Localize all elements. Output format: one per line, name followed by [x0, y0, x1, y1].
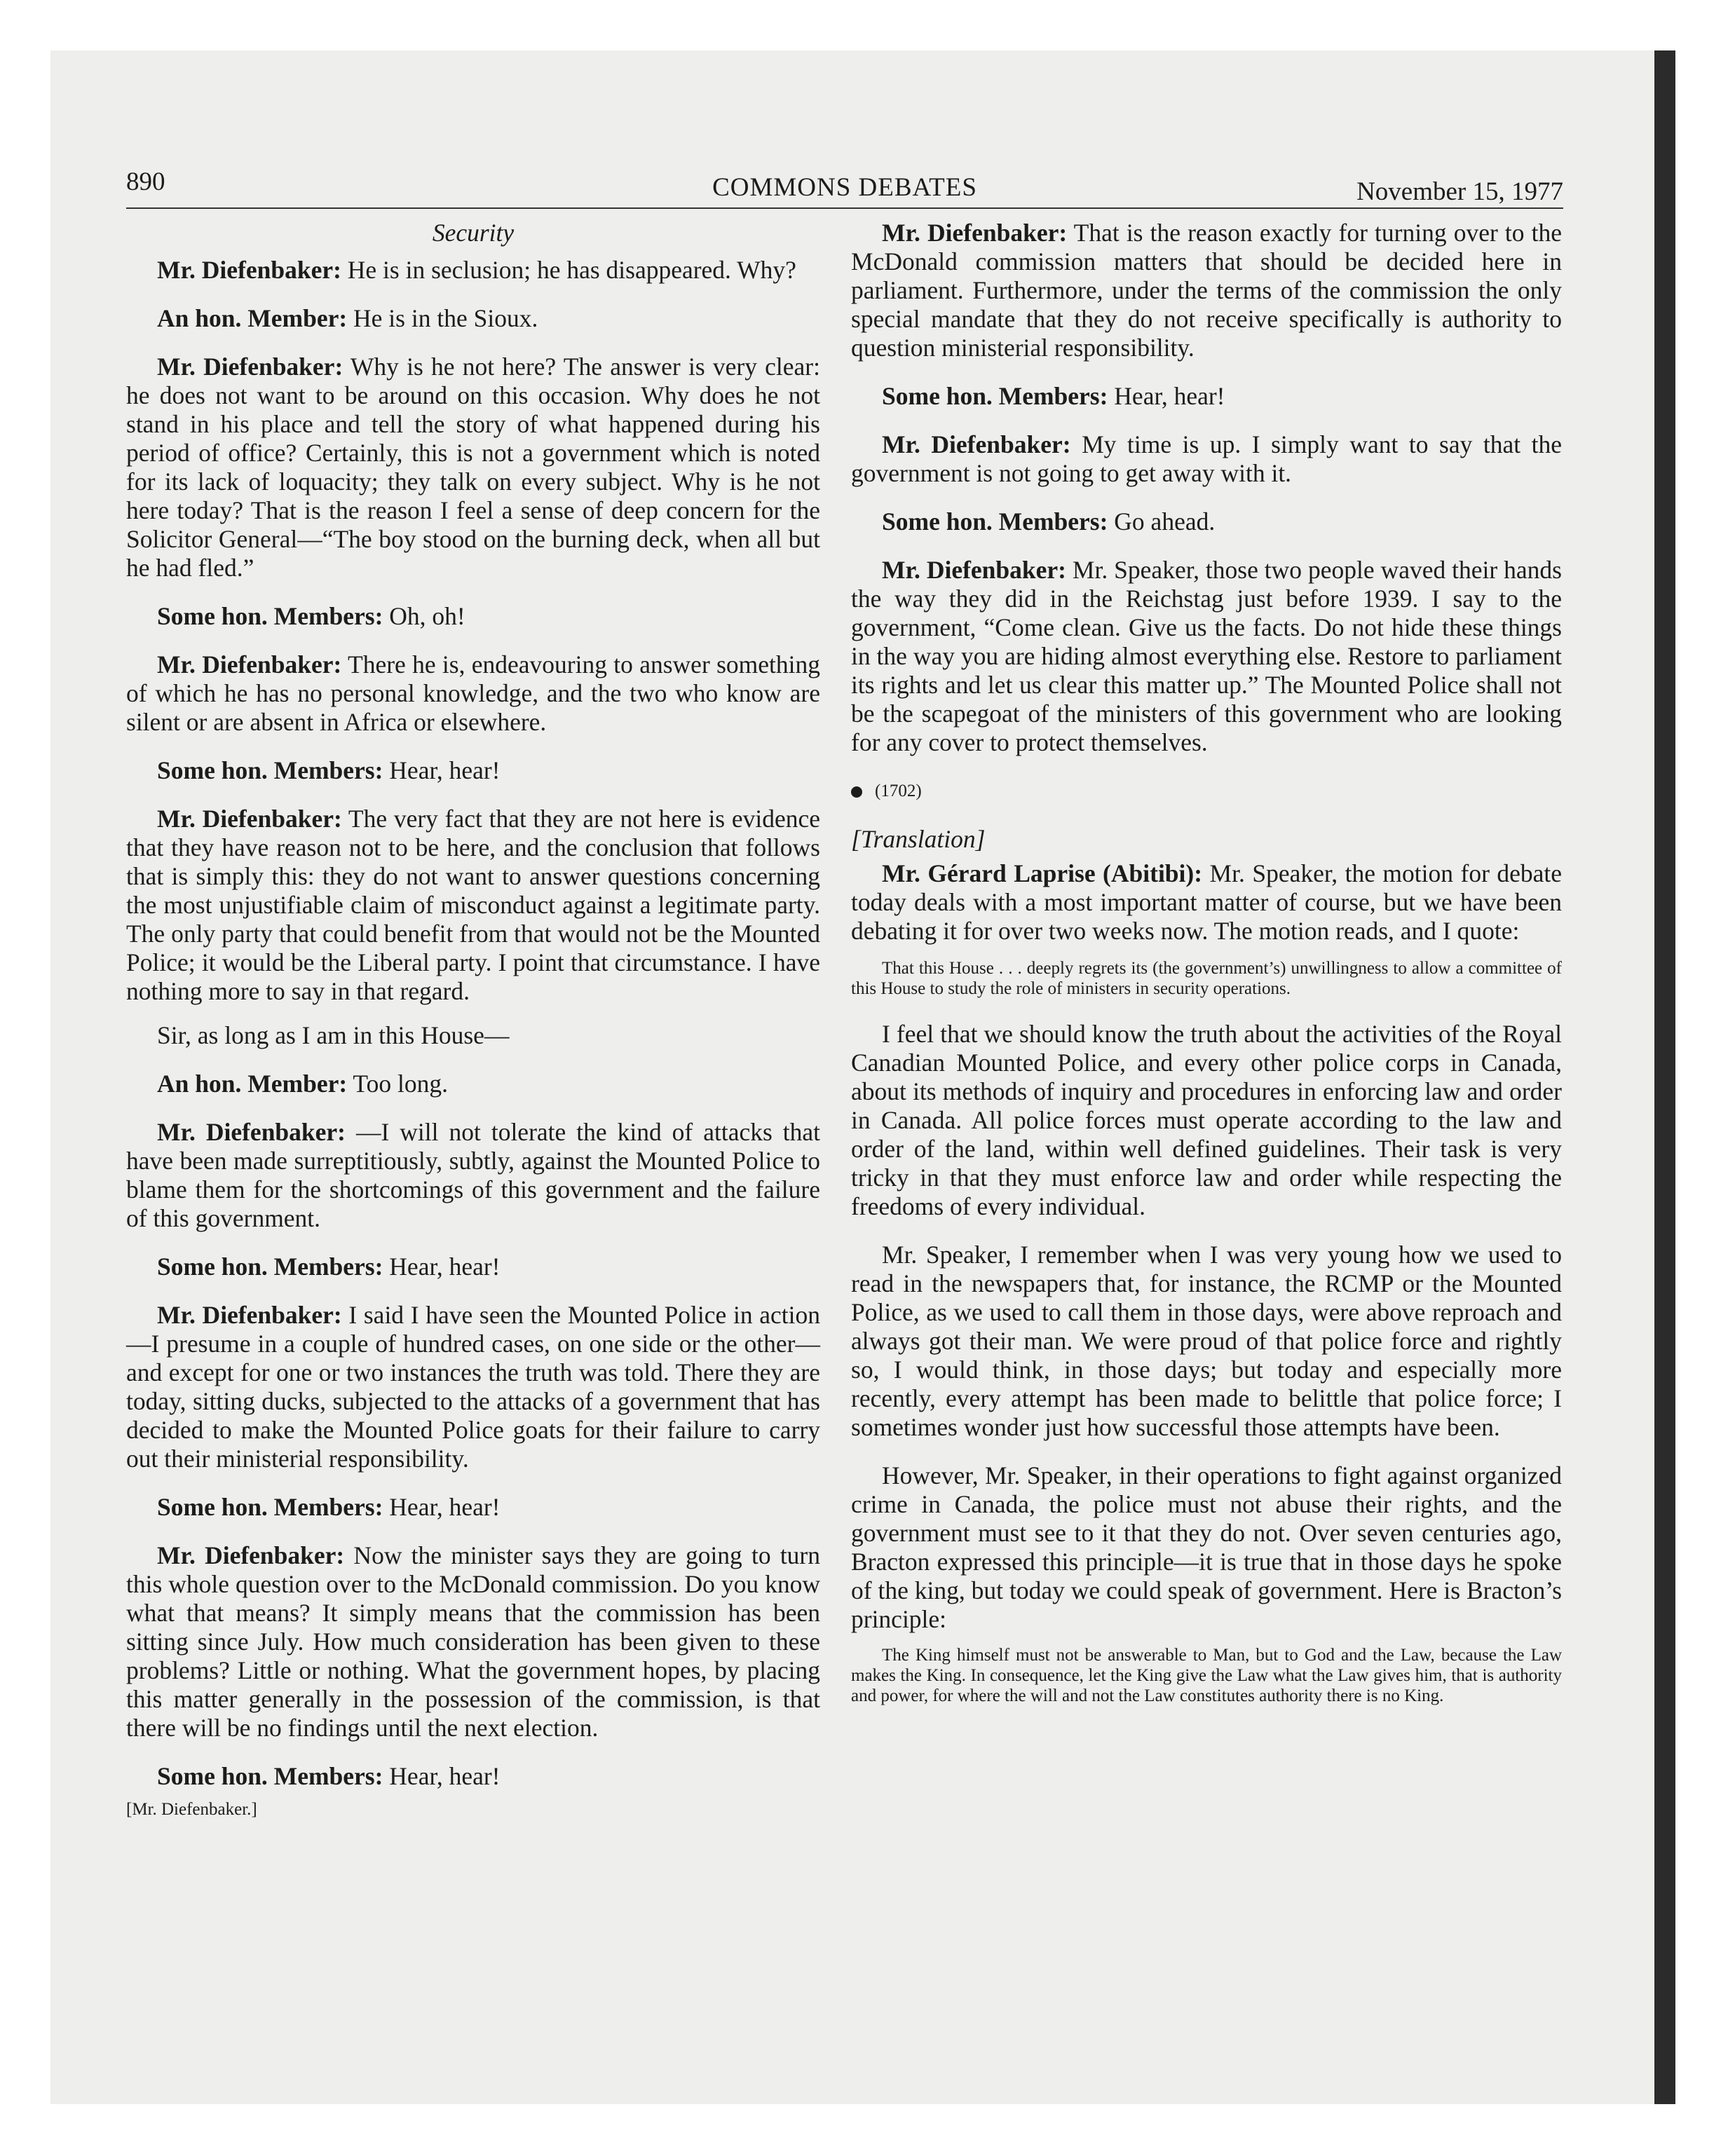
paragraph — [126, 650, 820, 737]
quoted-motion: That this House . . . deeply regrets its (the government’s) unwillingness to allow a committee of this House to study the role of ministers in security operations. — [851, 959, 1562, 998]
paragraph — [851, 556, 1562, 757]
speaker-name: Some hon. Members: — [157, 1762, 383, 1790]
speech-text: My time is up. I simply want to say that the government is not going to get away with it. — [851, 430, 1563, 487]
paragraph — [851, 382, 1562, 411]
paragraph — [126, 602, 820, 631]
speech-text: I said I have seen the Mounted Police in action—I presume in a couple of hundred cases, on one side or the other—and except for one or two instances the truth was told. There they are today, sitting ducks, subjected to the attacks of a government that has decided to make the Mounted Police goats for their failure to carry out their ministerial responsibility. — [126, 1301, 820, 1473]
speech-text: That is the reason exactly for turning over to the McDonald commission matters that should be decided here in parliament. Furthermore, under the terms of the commission the only special mandate that they do not receive specifically is authority to question ministerial responsibility. — [851, 219, 1563, 362]
publication-title: COMMONS DEBATES — [712, 173, 977, 202]
speech-text: The very fact that they are not here is evidence that they have reason not to be here, and the conclusion that follows that is simply this: they do not want to answer questions concerning the most unjustifiable claim of misconduct against a legitimate party. The only party that could benefit from that would not be the Mounted Police; it would be the Liberal party. I point that circumstance. I have nothing more to say in that regard. — [126, 805, 821, 1005]
paragraph — [851, 430, 1562, 488]
paragraph — [126, 304, 820, 333]
speech-text: —I will not tolerate the kind of attacks that have been made surreptitiously, subtly, against the Mounted Police to blame them for the shortcomings of this government and the failure of this government. — [126, 1118, 820, 1232]
bullet-icon — [851, 786, 862, 798]
right-column — [851, 219, 1562, 1727]
paragraph: However, Mr. Speaker, in their operations to fight against organized crime in Canada, the police must not abuse their rights, and the government must see to it that they do not. Over seven centuries ago, Bracton expressed this principle—it is true that in those days he spoke of the king, but today we could speak of government. Here is Bracton’s principle: — [851, 1461, 1562, 1633]
speech-text: He is in the Sioux. — [347, 304, 538, 332]
speaker-name: Mr. Diefenbaker: — [882, 556, 1066, 584]
speech-text: Oh, oh! — [383, 602, 465, 630]
scan-edge — [1654, 50, 1675, 2104]
speaker-name: Some hon. Members: — [157, 756, 383, 784]
speaker-name: Mr. Diefenbaker: — [157, 256, 341, 284]
paragraph — [851, 507, 1562, 536]
time-marker — [851, 777, 1562, 805]
speaker-name: Mr. Diefenbaker: — [157, 353, 343, 381]
speaker-name: Mr. Diefenbaker: — [157, 650, 342, 678]
speech-text: Hear, hear! — [383, 1493, 501, 1521]
quoted-principle: The King himself must not be answerable to Man, but to God and the Law, because the Law makes the King. In consequence, let the King give the Law what the Law gives him, that is authority and power, for where the will and not the Law constitutes authority there is no King. — [851, 1646, 1562, 1705]
speech-text: Mr. Speaker, those two people waved their hands the way they did in the Reichstag just before 1939. I say to the government, “Come clean. Give us the facts. Do not hide these things in the way you are hiding almost everything else. Restore to parliament its rights and let us clear this matter up.” The Mounted Police shall not be the scapegoat of the ministers of this government who are looking for any cover to protect themselves. — [851, 556, 1562, 756]
speech-text: Why is he not here? The answer is very clear: he does not want to be around on this occasion. Why does he not stand in his place and tell the story of what happened during his period of office? Certainly, this is not a government which is noted for its lack of loquacity; they talk on every subject. Why is he not here today? That is the reason I feel a sense of deep concern for the Solicitor General—“The boy stood on the burning deck, when all but he had fled.” — [126, 353, 820, 582]
speaker-name: Mr. Gérard Laprise (Abitibi): — [882, 859, 1203, 887]
time-marker-text: (1702) — [875, 782, 922, 800]
speech-text: Mr. Speaker, the motion for debate today deals with a most important matter of course, but we have been debating it for over two weeks now. The motion reads, and I quote: — [851, 859, 1563, 945]
paragraph — [126, 1301, 820, 1473]
speaker-name: Some hon. Members: — [882, 382, 1108, 410]
speaker-name: Mr. Diefenbaker: — [882, 219, 1068, 247]
speech-text: Hear, hear! — [1108, 382, 1225, 410]
page-header — [126, 167, 1563, 209]
speaker-name: Mr. Diefenbaker: — [157, 1301, 342, 1329]
speaker-name: Mr. Diefenbaker: — [157, 805, 342, 833]
paragraph — [126, 805, 820, 1006]
speaker-name: Some hon. Members: — [157, 1253, 383, 1281]
paragraph — [126, 1762, 820, 1791]
paragraph — [126, 1253, 820, 1281]
speech-text: Hear, hear! — [383, 1762, 501, 1790]
paragraph — [126, 756, 820, 785]
speaker-name: An hon. Member: — [157, 304, 348, 332]
column-footer: [Mr. Diefenbaker.] — [126, 1800, 257, 1819]
paragraph — [851, 859, 1562, 946]
paragraph: I feel that we should know the truth about the activities of the Royal Canadian Mounted Police, and every other police corps in Canada, about its methods of inquiry and procedures in enforcing law and order in Canada. All police forces must operate according to the law and order of the land, within well defined guidelines. Their task is very tricky in that they must enforce law and order while respecting the freedoms of every individual. — [851, 1020, 1562, 1220]
speech-text: There he is, endeavouring to answer something of which he has no personal knowledge, and the two who know are silent or are absent in Africa or elsewhere. — [126, 650, 820, 736]
speaker-name: Mr. Diefenbaker: — [882, 430, 1071, 458]
page-number: 890 — [126, 168, 165, 196]
paragraph — [126, 1118, 820, 1233]
paragraph — [126, 1541, 820, 1742]
speaker-name: An hon. Member: — [157, 1070, 348, 1098]
speaker-name: Mr. Diefenbaker: — [157, 1118, 346, 1146]
speaker-name: Some hon. Members: — [157, 602, 383, 630]
speech-text: He is in seclusion; he has disappeared. Why? — [341, 256, 796, 284]
translation-text: Translation — [860, 825, 976, 853]
speech-text: Hear, hear! — [383, 756, 501, 784]
translation-label: [Translation] — [851, 825, 986, 853]
speech-text: Go ahead. — [1108, 507, 1216, 535]
paragraph — [126, 256, 820, 285]
paragraph: Sir, as long as I am in this House— — [157, 1021, 510, 1049]
speaker-name: Some hon. Members: — [157, 1493, 383, 1521]
paragraph — [126, 353, 820, 582]
paragraph — [126, 1493, 820, 1522]
paragraph: Mr. Speaker, I remember when I was very young how we used to read in the newspapers that, for instance, the RCMP or the Mounted Police, as we used to call them in those days, were above reproach and always got their man. We were proud of that police force and rightly so, I would think, in those days; but today and especially more recently, every attempt has been made to belittle that police force; I sometimes wonder just how successful those attempts have been. — [851, 1241, 1562, 1441]
speech-text: Now the minister says they are going to turn this whole question over to the McDonald commission. Do you know what that means? It simply means that the commission has been sitting since July. How much consideration has been given to these problems? Little or nothing. What the government hopes, by placing this matter generally in the possession of the commission, is that there will be no findings until the next election. — [126, 1541, 820, 1742]
speaker-name: Mr. Diefenbaker: — [157, 1541, 345, 1569]
left-column — [126, 219, 820, 1824]
paragraph — [851, 219, 1562, 362]
publication-date: November 15, 1977 — [1356, 177, 1563, 206]
subject-heading: Security — [432, 219, 515, 247]
speaker-name: Some hon. Members: — [882, 507, 1108, 535]
speech-text: Too long. — [347, 1070, 448, 1098]
speech-text: Hear, hear! — [383, 1253, 501, 1281]
paragraph — [126, 1070, 820, 1098]
